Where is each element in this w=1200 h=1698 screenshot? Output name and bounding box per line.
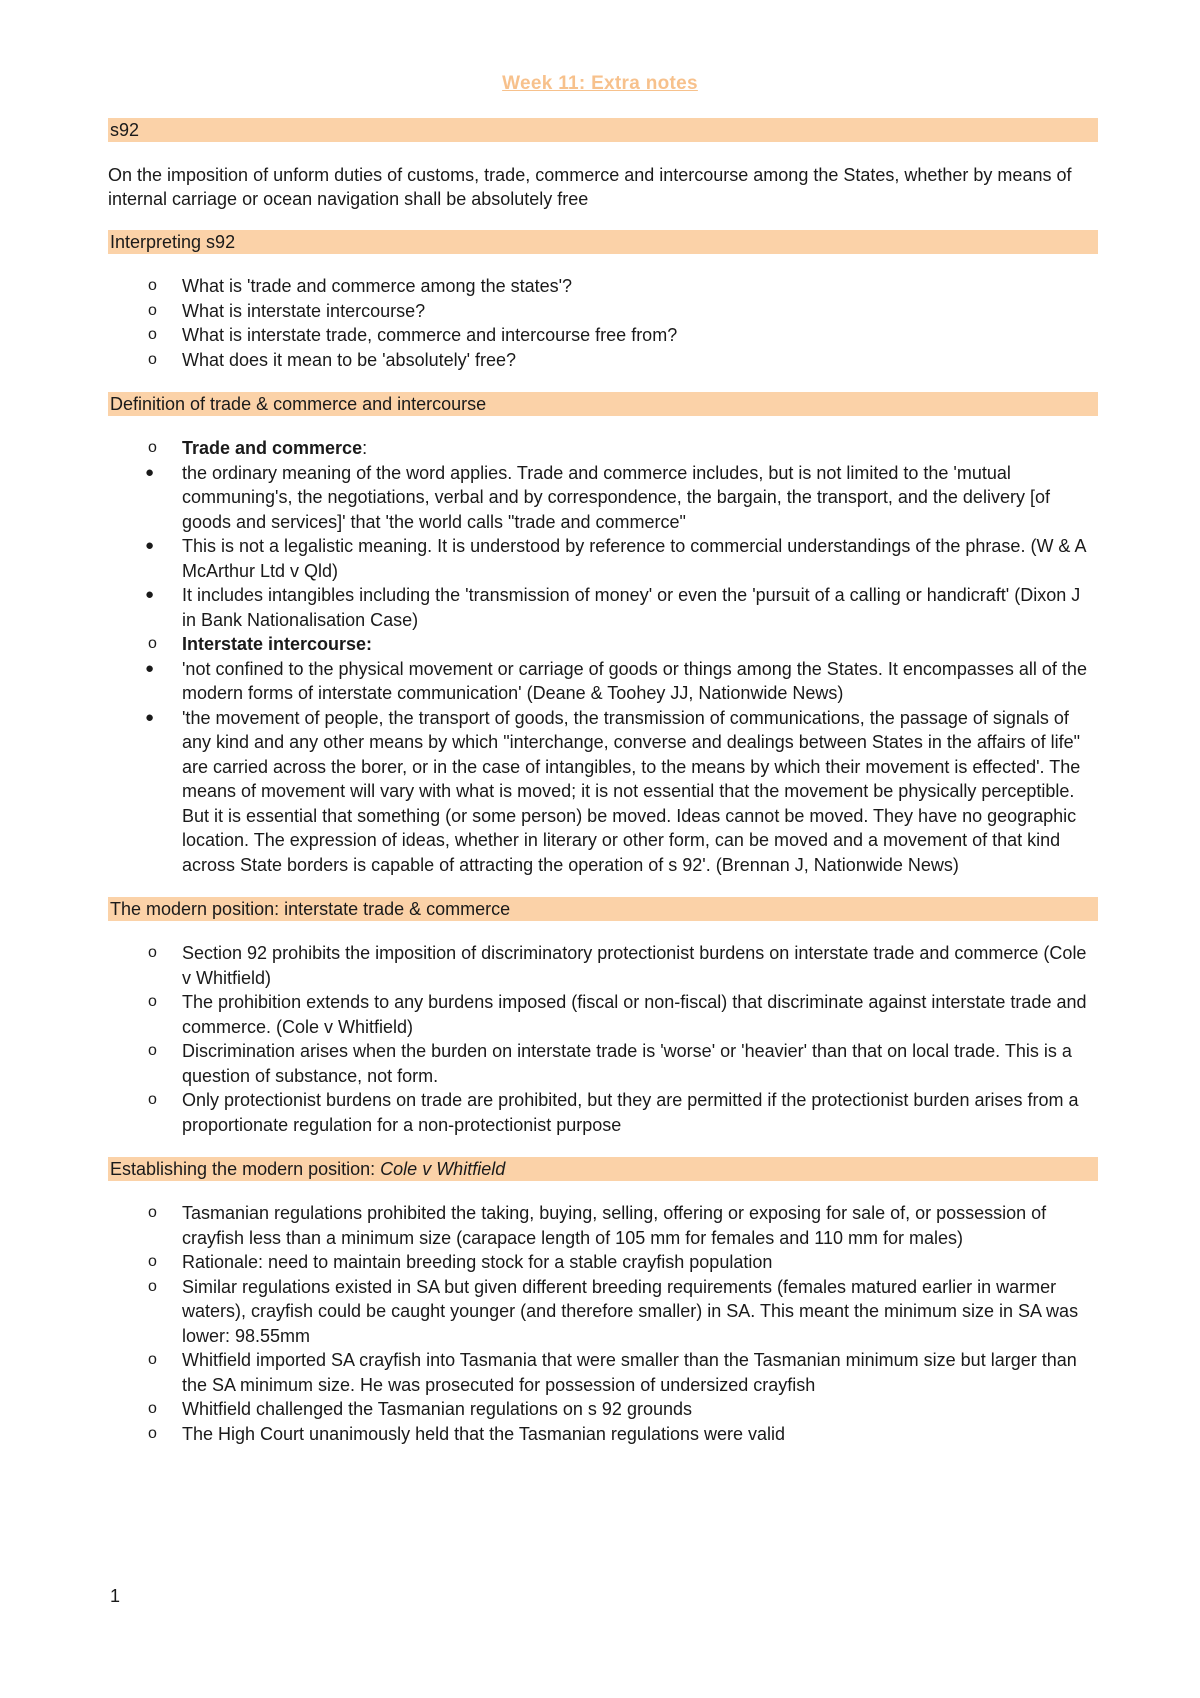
bullet-o-icon: o	[148, 277, 157, 294]
section-heading-definition: Definition of trade & commerce and intercourse	[108, 392, 1098, 416]
bullet-o-icon: o	[148, 1277, 157, 1295]
bullet-o-icon: o	[148, 439, 157, 456]
bullet-o-icon: o	[148, 993, 157, 1010]
list-item: o Only protectionist burdens on trade are prohibited, but they are permitted if the protectionist burden arises from a proportionate regulation for a non-protectionist purpose	[148, 1090, 1079, 1135]
establishing-list	[108, 1201, 1098, 1446]
bullet-o-icon: o	[148, 1400, 157, 1417]
bullet-o-icon: o	[148, 635, 157, 652]
list-item: o Discrimination arises when the burden on interstate trade is 'worse' or 'heavier' than that on local trade. This is a question of substance, not form.	[148, 1041, 1072, 1086]
section-heading-interpreting: Interpreting s92	[108, 230, 1098, 254]
trade-commerce-label: Trade and commerce	[182, 438, 363, 458]
page-number: 1	[110, 1586, 121, 1606]
interpreting-list	[108, 274, 1098, 372]
page-title: Week 11: Extra notes	[502, 73, 698, 94]
list-item: ● 'not confined to the physical movement or carriage of goods or things among the States. It encompasses all of the modern forms of interstate communication' (Deane & Toohey JJ, Nationwide News)	[145, 658, 1087, 703]
bullet-o-icon: o	[148, 1204, 157, 1221]
list-item: ● This is not a legalistic meaning. It is understood by reference to commercial understandings of the phrase. (W & A McArthur Ltd v Qld)	[145, 536, 1086, 581]
list-item: o What is interstate trade, commerce and intercourse free from?	[108, 323, 1098, 348]
section-heading-modern-position: The modern position: interstate trade & commerce	[108, 897, 1098, 921]
bullet-o-icon: o	[148, 1351, 157, 1368]
bullet-o-icon: o	[148, 326, 157, 343]
section-heading-s92: s92	[108, 118, 1098, 142]
document-body	[108, 118, 1098, 1466]
interstate-intercourse-points	[145, 657, 1098, 878]
definition-list	[108, 436, 1098, 877]
bullet-o-icon: o	[148, 1042, 157, 1059]
bullet-o-icon: o	[148, 1253, 157, 1270]
bullet-dot-icon: ●	[145, 659, 155, 677]
bullet-o-icon: o	[148, 1091, 157, 1108]
bullet-dot-icon: ●	[145, 708, 155, 726]
trade-commerce-points	[145, 461, 1098, 633]
bullet-o-icon: o	[148, 350, 157, 368]
s92-text: On the imposition of unform duties of customs, trade, commerce and intercourse among the States, whether by means of internal carriage or ocean navigation shall be absolutely free	[108, 165, 1072, 209]
section-heading-establishing: Establishing the modern position: Cole v Whitfield	[108, 1157, 1098, 1181]
list-item: o Section 92 prohibits the imposition of discriminatory protectionist burdens on interstate trade and commerce (Cole v Whitfield)	[148, 943, 1087, 988]
list-item: ● the ordinary meaning of the word applies. Trade and commerce includes, but is not limited to the 'mutual communing's, the negotiations, verbal and by correspondence, the bargain, the transport, and the delivery [of goods and services]' that 'the world calls "trade and commerce"	[145, 462, 1050, 532]
bullet-dot-icon: ●	[145, 586, 155, 603]
list-item-interstate-intercourse	[108, 632, 1098, 877]
bullet-dot-icon: ●	[145, 463, 155, 481]
list-item: o Similar regulations existed in SA but given different breeding requirements (females matured earlier in warmer waters), crayfish could be caught younger (and therefore smaller) in SA. This meant the minimum size in SA was lower: 98.55mm	[148, 1276, 1079, 1346]
list-item: o What does it mean to be 'absolutely' free?	[108, 348, 1098, 373]
list-item: o The prohibition extends to any burdens imposed (fiscal or non-fiscal) that discriminate against interstate trade and commerce. (Cole v Whitfield)	[148, 992, 1087, 1037]
bullet-dot-icon: ●	[145, 537, 155, 554]
list-item: o Rationale: need to maintain breeding stock for a stable crayfish population	[108, 1250, 1098, 1275]
list-item: o Whitfield challenged the Tasmanian regulations on s 92 grounds	[108, 1397, 1098, 1422]
list-item: o Tasmanian regulations prohibited the taking, buying, selling, offering or exposing for sale of, or possession of crayfish less than a minimum size (carapace length of 105 mm for females and 110 mm for males)	[148, 1203, 1047, 1248]
case-name: Cole v Whitfield	[380, 1159, 506, 1179]
bullet-o-icon: o	[148, 944, 157, 961]
list-item: o What is interstate intercourse?	[108, 299, 1098, 324]
list-item-trade-commerce: o Trade and commerce: ● the ordinary meaning of the word applies. Trade and commerce includes, but is not limited to the 'mutual communing's, the negotiations, verbal and by correspondence, the bargain, the transport, and the delivery [of goods and services]' that 'the world calls "trade and commerce" ● This is not a legalistic meaning. It is understood by reference to commercial understandings of the phrase. (W & A McArthur Ltd v Qld) ● It includes intangibles including the 'transmission of money' or even the 'pursuit of a calling or handicraft' (Dixon J in Bank Nationalisation Case)	[108, 436, 1098, 632]
bullet-o-icon: o	[148, 1424, 157, 1442]
list-item: o Whitfield imported SA crayfish into Tasmania that were smaller than the Tasmanian minimum size but larger than the SA minimum size. He was prosecuted for possession of undersized crayfish	[148, 1350, 1077, 1395]
modern-position-list	[108, 941, 1098, 1137]
bullet-o-icon: o	[148, 301, 157, 319]
list-item: o What is 'trade and commerce among the states'?	[108, 274, 1098, 299]
interstate-intercourse-label: Interstate intercourse:	[182, 634, 373, 654]
list-item: o The High Court unanimously held that the Tasmanian regulations were valid	[108, 1422, 1098, 1447]
list-item: ● It includes intangibles including the 'transmission of money' or even the 'pursuit of a calling or handicraft' (Dixon J in Bank Nationalisation Case)	[145, 585, 1081, 630]
list-item: ● 'the movement of people, the transport of goods, the transmission of communications, the passage of signals of any kind and any other means by which "interchange, converse and dealings between States in the affairs of life" are carried across the borer, or in the case of intangibles, to the means by which their movement is effected'. The means of movement will vary with what is moved; it is not essential that the movement be physically perceptible. But it is essential that something (or some person) be moved. Ideas cannot be moved. They have no geographic location. The expression of ideas, whether in literary or other form, can be moved and a movement of that kind across State borders is capable of attracting the operation of s 92'. (Brennan J, Nationwide News)	[145, 707, 1081, 875]
